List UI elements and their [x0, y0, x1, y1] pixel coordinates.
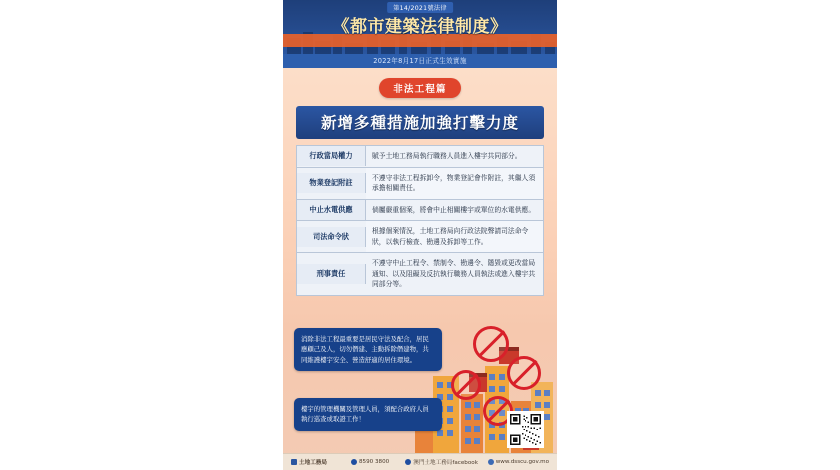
- table-row: [297, 146, 543, 168]
- measure-label: 刑事責任: [297, 264, 366, 284]
- footer-phone: [351, 459, 389, 465]
- advice-note-management-text: 樓宇的管理機關及管理人員，須配合政府人員執行巡查或取證工作！: [301, 405, 429, 424]
- measure-description: 賦予土地工務局執行職務人員進入樓宇共同部分。: [366, 146, 543, 167]
- table-row: [297, 221, 543, 253]
- table-row: [297, 168, 543, 200]
- law-title: 《都市建築法律制度》: [332, 17, 508, 37]
- advice-note-residents-text: 消除非法工程最重要是居民守法及配合，居民應顧己及人，切勿僭建、主動拆除僭建物，共同維護樓宇安全、營造舒適的居住環境。: [301, 335, 429, 364]
- footer-phone-text: 8590 3800: [358, 459, 390, 465]
- advice-note-management: [294, 398, 442, 431]
- measure-label: 物業登記附註: [297, 173, 366, 193]
- measure-label: 行政當局權力: [297, 146, 366, 166]
- measures-table: [296, 145, 544, 296]
- measure-description: 不遵守非法工程拆卸令，物業登記會作附註，其繼人須承擔相關責任。: [366, 168, 543, 199]
- qr-code[interactable]: [507, 411, 544, 448]
- globe-icon: [488, 459, 494, 465]
- issue-badge: 第14/2021號法律: [387, 2, 453, 13]
- headline-banner: [296, 106, 544, 139]
- headline-text: 新增多種措施加強打擊力度: [320, 114, 519, 132]
- table-row: [297, 200, 543, 222]
- footer-department-text: 土地工務局: [299, 460, 327, 466]
- department-logo-icon: [291, 459, 297, 465]
- measure-label: 中止水電供應: [297, 200, 366, 220]
- prohibition-icon: [473, 326, 509, 362]
- poster: [283, 0, 557, 470]
- measure-label: 司法命令狀: [297, 227, 366, 247]
- footer-facebook[interactable]: [405, 458, 478, 466]
- section-pill: 非法工程篇: [379, 78, 461, 98]
- phone-icon: [351, 459, 357, 465]
- qr-code-graphic: [510, 414, 541, 445]
- footer-facebook-text: 澳門土地工務局facebook: [413, 460, 478, 466]
- measure-description: 根據個案情況，土地工務局向行政法院聲請司法命令狀，以執行檢查、勘邊及拆卸等工作。: [366, 221, 543, 252]
- prohibition-icon: [507, 356, 541, 390]
- prohibition-icon: [451, 370, 481, 400]
- poster-footer: [283, 453, 557, 470]
- facebook-icon: [405, 459, 411, 465]
- footer-website-text: www.dsscu.gov.mo: [495, 459, 549, 465]
- section-pill-wrap: [283, 77, 557, 98]
- measure-description: 不遵守中止工程令、禁制令、勘邊令、隱毀或更改當局通知、以及阻礙及反抗執行職務人員執法或進入樓宇共同部分等。: [366, 253, 543, 295]
- measure-description: 倘屬嚴重個案，將會中止相關樓宇或單位的水電供應。: [366, 200, 543, 221]
- advice-note-residents: [294, 328, 442, 371]
- poster-bottom: [283, 322, 557, 470]
- effective-date-text: 2022年8月17日正式生效實施: [373, 57, 467, 65]
- footer-website[interactable]: [488, 459, 549, 465]
- table-row: [297, 253, 543, 295]
- poster-header: [283, 0, 557, 54]
- footer-department: [291, 458, 327, 466]
- effective-date-bar: [283, 54, 557, 68]
